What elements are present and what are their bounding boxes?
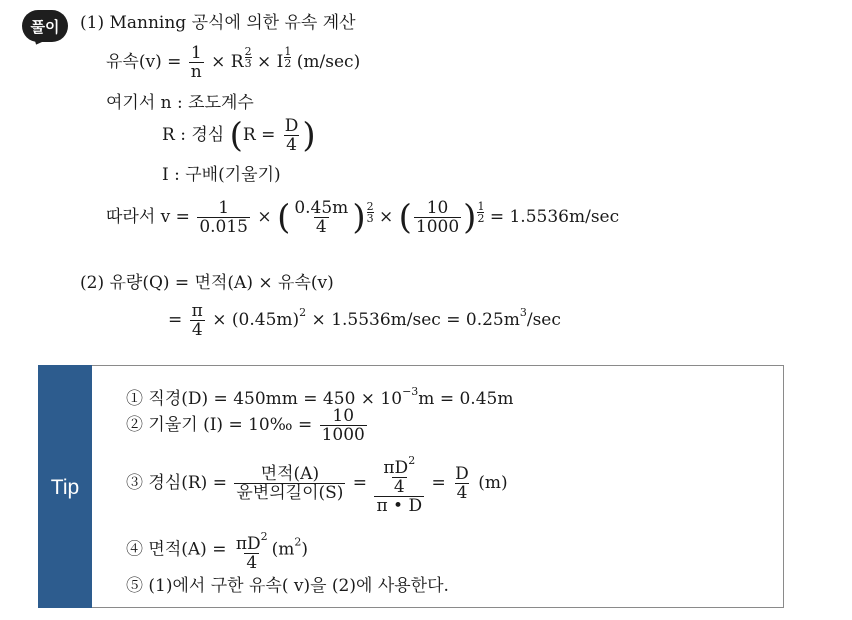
tip-item-4 [126,528,308,572]
calc-frac1-den: 0.015 [199,217,248,237]
calc-exp1-den: 3 [366,212,374,225]
r-eq: R = [242,125,276,145]
paren-close-3: ) [463,197,477,238]
flow-eq: = [168,310,183,330]
item4-unit-sq: 2 [294,535,302,549]
item3-bottom: π • D [376,496,423,516]
item3-top-a: πD [383,458,409,478]
item3-unit: (m) [478,473,508,493]
item1-b: m = 0.45m [418,389,514,409]
frac-num: 1 [190,43,202,63]
flow-rest-b: × 1.5536m/sec = 0.25m [311,310,520,330]
item2-frac [320,407,367,444]
item2-a: ② 기울기 (I) = 10‰ = [126,415,313,435]
paren-close-2: ) [352,197,366,238]
r-den: 4 [286,135,297,155]
badge-label: 풀이 [30,17,60,36]
section1-heading: (1) Manning 공식에 의한 유속 계산 [80,13,356,33]
calc-frac1 [197,199,250,236]
item3-f1-num: 면적(A) [260,464,320,484]
flow-pi: π [191,301,203,321]
section2-heading: (2) 유량(Q) = 면적(A) × 유속(v) [80,273,334,293]
item4-den: 4 [246,553,258,573]
velocity-calculation [106,199,619,236]
item3-f1-den: 윤변의길이(S) [236,483,344,503]
item3-top-sq: 2 [408,454,416,467]
calc-frac1-num: 1 [218,198,230,218]
calc-frac2-num: 0.45m [294,198,349,218]
item4-frac [234,528,270,572]
flow-cube: 3 [519,306,527,319]
r-num: D [284,116,299,136]
times-i: × I [257,52,284,72]
i-exponent [284,46,291,69]
i-exp-den: 2 [284,57,292,70]
calc-frac3-num: 10 [426,198,449,218]
times-2: × [378,207,394,227]
item3-frac1 [234,465,345,502]
calc-lhs: 따라서 v = [106,207,190,227]
flow-sq: 2 [299,306,307,319]
item1-exp: −3 [402,385,419,398]
solution-badge [22,10,68,42]
paren-close: ) [302,115,316,156]
flow-frac [190,302,205,339]
tip-item-5: ⑤ (1)에서 구한 유속( v)을 (2)에 사용한다. [126,576,449,596]
item3-inner-num [381,452,417,477]
tip-item-3: ③ 경심(R) = $\frac{\text{면적(A)}}{\text{윤변의길이(S)}}$ = $\frac{\frac{\pi D^2}{4}}{\pi • D}$ = $\frac{D}{4}$ (m) [126,454,508,516]
times-1: × [257,207,272,227]
tip-item-1 [126,382,513,409]
item2-den: 1000 [321,425,365,445]
item1-a: ① 직경(D) = 450mm = 450 × 10 [126,389,403,409]
where-n: 여기서 n : 조도계수 [106,93,254,113]
item3-f2-num [377,452,421,496]
r-definition [162,117,316,154]
item3-top-den: 4 [393,477,405,497]
item3-inner-frac [381,452,417,496]
times-r: × R [211,52,244,72]
r-exp-den: 3 [244,57,252,70]
item3-a: ③ 경심(R) = [126,473,227,493]
i-definition: I : 구배(기울기) [162,165,281,185]
tip-item-2 [126,407,369,444]
calc-result: = 1.5536m/sec [489,207,620,227]
calc-frac2 [292,199,350,236]
manning-formula [106,44,360,81]
calc-exp2 [477,201,484,224]
item2-num: 10 [332,406,355,426]
formula-frac [189,44,204,81]
paren-open-3: ( [398,197,412,238]
calc-frac2-den: 4 [315,217,327,237]
item4-a: ④ 면적(A) = [126,539,227,560]
tip-label: Tip [50,476,80,499]
item4-num [234,528,270,553]
r-frac [283,117,301,154]
calc-frac3-den: 1000 [415,217,460,237]
calc-exp1-num: 2 [366,200,374,213]
calc-exp2-num: 1 [477,200,485,213]
calc-exp1 [367,201,374,224]
flow-rest-a: × (0.45m) [212,310,300,330]
item3-f3-num: D [455,464,469,484]
flow-four: 4 [191,320,203,340]
item4-num-a: πD [235,534,261,554]
item3-f3-den: 4 [456,483,468,503]
item3-frac2 [374,452,424,515]
formula-unit: (m/sec) [296,52,361,72]
r-exp-num: 2 [244,45,252,58]
paren-open: ( [229,115,243,156]
item4-num-sq: 2 [260,530,268,543]
r-exponent [245,46,252,69]
item4-unit-a: (m [271,539,295,560]
velocity-lhs: 유속(v) = [106,52,182,72]
item3-frac3 [453,465,471,502]
item4-unit-b: ) [301,539,309,560]
frac-den: n [190,62,202,82]
calc-frac3 [414,199,461,236]
i-exp-num: 1 [284,45,292,58]
flow-calculation [168,302,561,339]
calc-exp2-den: 2 [477,212,485,225]
r-label: R : 경심 [162,125,225,145]
flow-rest-c: /sec [526,310,561,330]
paren-open-2: ( [277,197,291,238]
